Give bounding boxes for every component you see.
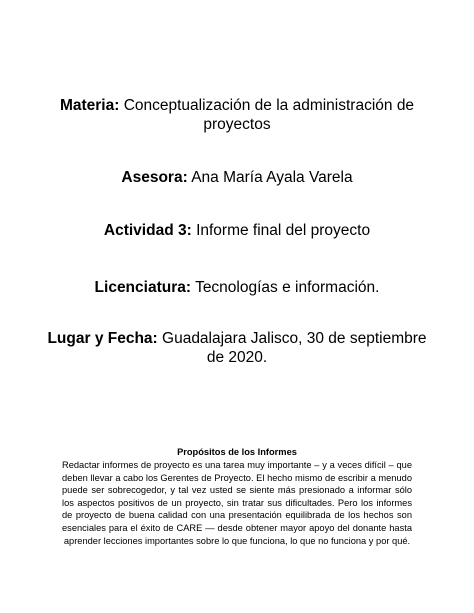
licenciatura-line xyxy=(40,278,434,297)
section-paragraph: Redactar informes de proyecto es una tarea muy importante – y a veces difícil – que deben llevar a cabo los Gerentes de Proyecto. El hecho mismo de escribir a menudo puede ser sobrecogedor, y tal vez usted se siente más presionado a informar sólo los aspectos positivos de un proyecto, sin tratar sus dificultades. Pero los informes de proyecto de buena calidad con una presentación equilibrada de los hechos son esenciales para el éxito de CARE — desde obtener mayor apoyo del donante hasta aprender lecciones importantes sobre lo que funciona, lo que no funciona y por qué. xyxy=(62,460,412,546)
lugar-fecha-label: Lugar y Fecha: xyxy=(47,330,158,347)
lugar-fecha-value: Guadalajara Jalisco, 30 de septiembre de 2020. xyxy=(162,330,427,366)
asesora-label: Asesora: xyxy=(121,169,188,186)
materia-line xyxy=(40,96,434,134)
asesora-value: Ana María Ayala Varela xyxy=(191,169,353,186)
licenciatura-label: Licenciatura: xyxy=(94,279,192,296)
licenciatura-value: Tecnologías e información. xyxy=(195,279,380,296)
actividad-line xyxy=(40,221,434,240)
actividad-label: Actividad 3: xyxy=(103,222,192,239)
materia-label: Materia: xyxy=(59,97,120,114)
section-heading: Propósitos de los Informes xyxy=(177,447,297,457)
actividad-value: Informe final del proyecto xyxy=(196,222,371,239)
materia-value: Conceptualización de la administración de proyectos xyxy=(123,97,415,133)
asesora-line xyxy=(40,168,434,187)
lugar-fecha-line xyxy=(40,329,434,367)
